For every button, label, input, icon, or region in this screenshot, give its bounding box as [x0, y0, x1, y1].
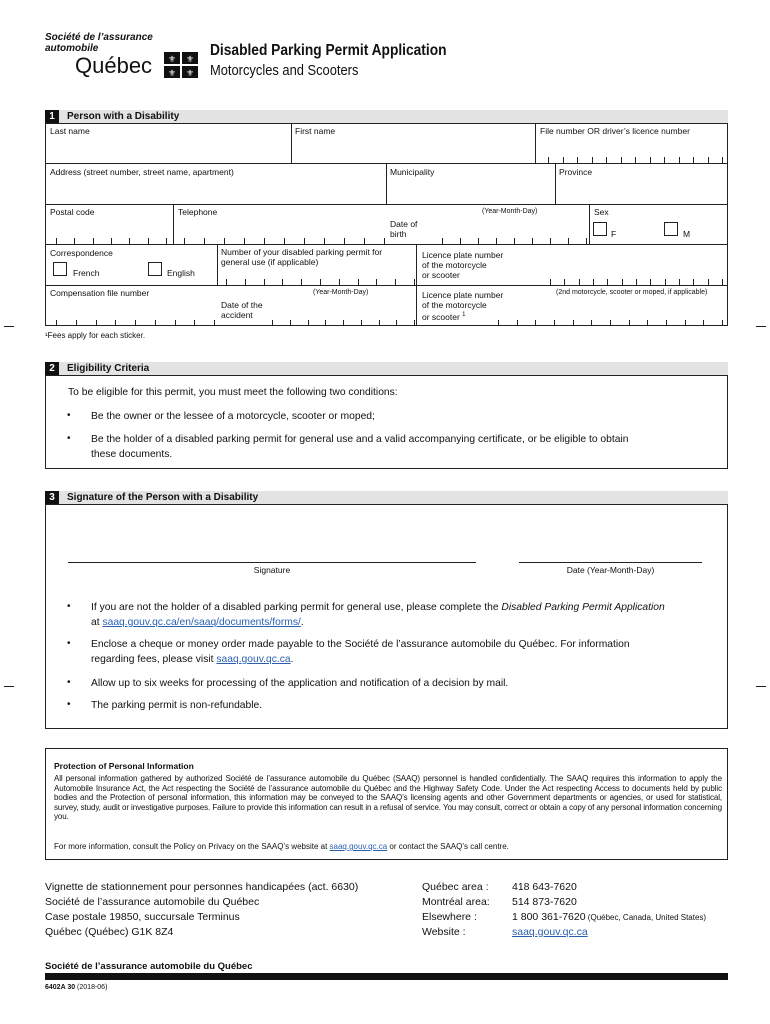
- dob-format-hint: (Year-Month-Day): [482, 208, 538, 215]
- svg-text:⚜: ⚜: [185, 55, 195, 65]
- svg-text:⚜: ⚜: [167, 55, 177, 65]
- compensation-field[interactable]: [45, 298, 217, 326]
- footnote-ref: 1: [462, 312, 466, 318]
- bullet-dot: •: [67, 601, 71, 612]
- tick-mark: [339, 279, 340, 285]
- crop-mark: [756, 326, 766, 327]
- instruction-4: The parking permit is non-refundable.: [91, 700, 263, 711]
- tick-mark: [554, 320, 555, 326]
- tick-mark: [679, 157, 680, 163]
- mailing-address: [45, 880, 358, 940]
- plate2-field[interactable]: [497, 298, 728, 326]
- sex-m-label: M: [683, 229, 691, 239]
- tick-mark: [535, 320, 536, 326]
- tick-mark: [693, 279, 694, 285]
- tick-mark: [379, 320, 380, 326]
- tick-mark: [722, 157, 723, 163]
- tick-mark: [685, 320, 686, 326]
- tick-mark: [629, 320, 630, 326]
- fees-link[interactable]: saaq.gouv.qc.ca: [216, 654, 291, 665]
- tick-mark: [703, 320, 704, 326]
- tick-mark: [135, 320, 136, 326]
- privacy-more-info: For more information, consult the Policy on Privacy on the SAAQ’s website at saaq.gouv.qc.ca or contact the SAAQ’s call centre.: [54, 842, 509, 851]
- website-label: Website :: [422, 926, 466, 938]
- crop-mark: [756, 686, 766, 687]
- tick-mark: [166, 238, 167, 244]
- tick-mark: [76, 320, 77, 326]
- svg-text:⚜: ⚜: [167, 69, 177, 78]
- address-field[interactable]: [45, 177, 386, 204]
- crop-mark: [4, 326, 14, 327]
- instruction-1-l1: If you are not the holder of a disabled parking permit for general use, please complete the Disabled Parking Permit Application: [91, 602, 665, 613]
- province-field[interactable]: [555, 177, 728, 204]
- address-label: Address (street number, street name, apartment): [50, 167, 234, 177]
- municipality-label: Municipality: [390, 167, 435, 177]
- correspondence-label: Correspondence: [50, 248, 113, 258]
- tick-mark: [129, 238, 130, 244]
- municipality-field[interactable]: [386, 177, 555, 204]
- tick-mark: [204, 238, 205, 244]
- compensation-label: Compensation file number: [50, 288, 150, 298]
- tick-mark: [264, 238, 265, 244]
- tick-mark: [665, 279, 666, 285]
- website-link[interactable]: saaq.gouv.qc.ca: [512, 926, 588, 938]
- elsewhere-label: Elsewhere :: [422, 911, 477, 923]
- address-line1: Vignette de stationnement pour personnes handicapées (act. 6630): [45, 881, 359, 893]
- tick-mark: [606, 157, 607, 163]
- sex-f-checkbox[interactable]: [593, 222, 607, 236]
- tick-mark: [344, 238, 345, 244]
- tick-mark: [384, 238, 385, 244]
- tick-mark: [635, 157, 636, 163]
- last-name-field[interactable]: [45, 136, 291, 163]
- plate1-label-l3: or scooter: [422, 270, 460, 280]
- instruction-1-l2: at saaq.gouv.qc.ca/en/saaq/documents/forms/.: [91, 617, 304, 628]
- tick-mark: [514, 238, 515, 244]
- tick-mark: [175, 320, 176, 326]
- first-name-field[interactable]: [291, 136, 535, 163]
- privacy-paragraph: All personal information gathered by authorized Société de l’assurance automobile du Québec (SAAQ) personnel is handled confidentially. The SAAQ requires this information to apply the Automobile Insurance Act, the Act respecting the Société de l’assurance automobile du Québec and the Highway Safety Code. Under the Act respecting Access to documents held by public bodies and the Protection of personal information, this information may be conveyed to the SAAQ’s licensing agents and other Government departments or agencies, or used for statistical, survey, study, audit or investigative purposes. Failure to provide this information can result in a refusal of service. You may consult, correct or obtain a copy of any personal information concerning you.: [54, 774, 722, 822]
- address-line2: Société de l’assurance automobile du Québec: [45, 896, 260, 908]
- tick-mark: [591, 320, 592, 326]
- address-line4: Québec (Québec) G1K 8Z4: [45, 926, 174, 938]
- tick-mark: [343, 320, 344, 326]
- elsewhere-phone: 1 800 361-7620: [512, 911, 586, 923]
- signature-date-field[interactable]: [519, 520, 702, 563]
- tick-mark: [636, 279, 637, 285]
- tick-mark: [586, 238, 587, 244]
- tick-mark: [532, 238, 533, 244]
- telephone-label: Telephone: [178, 207, 218, 217]
- tick-mark: [496, 238, 497, 244]
- plate2-label-l2: of the motorcycle: [422, 300, 487, 310]
- tick-mark: [320, 279, 321, 285]
- plate2-label-l3: or scooter $^1$: [422, 311, 466, 322]
- province-label: Province: [559, 167, 593, 177]
- tick-mark: [550, 279, 551, 285]
- postal-code-field[interactable]: [45, 217, 173, 244]
- tick-mark: [155, 320, 156, 326]
- tick-mark: [414, 279, 415, 285]
- privacy-title: Protection of Personal Information: [54, 761, 194, 771]
- tick-mark: [184, 238, 185, 244]
- signature-field[interactable]: [68, 520, 476, 563]
- quebec-area-label: Québec area :: [422, 881, 489, 893]
- elsewhere-note: (Québec, Canada, United States): [585, 913, 707, 922]
- sex-f-label: F: [611, 229, 617, 239]
- bullet-dot: •: [67, 433, 71, 444]
- plate1-field[interactable]: [548, 255, 728, 285]
- quebec-wordmark: Québec: [75, 53, 153, 78]
- tick-mark: [74, 238, 75, 244]
- tick-mark: [622, 279, 623, 285]
- section-title: Person with a Disability: [67, 111, 180, 122]
- section3-header: [45, 491, 728, 504]
- bullet-dot: •: [67, 410, 71, 421]
- bullet-dot: •: [67, 699, 71, 710]
- permit-number-field[interactable]: [217, 267, 416, 285]
- signature-date-label: Date (Year-Month-Day): [566, 565, 655, 575]
- date-of-birth-field[interactable]: [434, 217, 589, 244]
- svg-text:⚜: ⚜: [185, 69, 195, 78]
- tick-mark: [442, 238, 443, 244]
- plate1-label-l2: of the motorcycle: [422, 260, 487, 270]
- tick-mark: [498, 320, 499, 326]
- tick-mark: [214, 320, 215, 326]
- tick-mark: [361, 320, 362, 326]
- section-title: Signature of the Person with a Disability: [67, 492, 259, 503]
- bullet-dot: •: [67, 638, 71, 649]
- tick-mark: [358, 279, 359, 285]
- section2-header: [45, 362, 728, 375]
- org-name-line2: automobile: [45, 43, 99, 54]
- tick-mark: [568, 238, 569, 244]
- tick-mark: [224, 238, 225, 244]
- bullet-dot: •: [67, 677, 71, 688]
- tick-mark: [621, 157, 622, 163]
- section-number: 3: [45, 491, 59, 504]
- eligibility-intro: To be eligible for this permit, you must meet the following two conditions:: [68, 387, 398, 398]
- tick-mark: [245, 279, 246, 285]
- tick-mark: [607, 279, 608, 285]
- permit-number-label-l2: general use (if applicable): [221, 257, 319, 267]
- tick-mark: [272, 320, 273, 326]
- tick-mark: [693, 157, 694, 163]
- tick-mark: [376, 279, 377, 285]
- tick-mark: [577, 157, 578, 163]
- tick-mark: [414, 320, 415, 326]
- tick-mark: [396, 320, 397, 326]
- eligibility-bullet2-l1: Be the holder of a disabled parking permit for general use and a valid accompanying certificate, or be eligible to obtain: [91, 434, 629, 445]
- tick-mark: [308, 320, 309, 326]
- tick-mark: [564, 279, 565, 285]
- tick-mark: [550, 238, 551, 244]
- plate2-note: (2nd motorcycle, scooter or moped, if applicable): [556, 289, 708, 296]
- tick-mark: [579, 279, 580, 285]
- fees-footnote: ¹Fees apply for each sticker.: [45, 331, 146, 340]
- tick-mark: [282, 279, 283, 285]
- instruction-2-l2: regarding fees, please visit saaq.gouv.qc.ca.: [91, 654, 294, 665]
- plate1-label-l1: Licence plate number: [422, 250, 504, 260]
- tick-mark: [93, 238, 94, 244]
- accident-format-hint: (Year-Month-Day): [313, 289, 369, 296]
- footer-bar: [45, 973, 728, 980]
- form-code: 6402A 30 (2018-06): [45, 984, 108, 991]
- tick-mark: [290, 320, 291, 326]
- montreal-area-label: Montréal area:: [422, 896, 490, 908]
- tick-mark: [304, 238, 305, 244]
- tick-mark: [647, 320, 648, 326]
- tick-mark: [666, 320, 667, 326]
- tick-mark: [592, 157, 593, 163]
- tick-mark: [650, 157, 651, 163]
- org-name-line1: Société de l’assurance: [45, 32, 153, 43]
- tick-mark: [111, 238, 112, 244]
- accident-date-field[interactable]: [266, 298, 416, 326]
- address-line3: Case postale 19850, succursale Terminus: [45, 911, 240, 923]
- tick-mark: [264, 279, 265, 285]
- montreal-phone: 514 873-7620: [512, 896, 577, 908]
- french-checkbox[interactable]: [53, 262, 67, 276]
- accident-label-l1: Date of the: [221, 300, 263, 310]
- instruction-2-l1: Enclose a cheque or money order made payable to the Société de l’assurance automobile du Québec. For information: [91, 639, 630, 650]
- french-label: French: [73, 268, 100, 278]
- section-number: 2: [45, 362, 59, 375]
- section1-header: [45, 110, 728, 123]
- tick-mark: [664, 157, 665, 163]
- postal-code-label: Postal code: [50, 207, 95, 217]
- permit-number-label-l1: Number of your disabled parking permit for: [221, 247, 383, 257]
- tick-mark: [301, 279, 302, 285]
- file-number-field[interactable]: [535, 136, 728, 163]
- tick-mark: [96, 320, 97, 326]
- tick-mark: [679, 279, 680, 285]
- english-checkbox[interactable]: [148, 262, 162, 276]
- quebec-flag-logo: [164, 52, 198, 78]
- tick-mark: [722, 320, 723, 326]
- tick-mark: [563, 157, 564, 163]
- dob-label: Date of birth: [390, 219, 418, 239]
- sex-label: Sex: [594, 207, 609, 217]
- tick-mark: [548, 157, 549, 163]
- form-title: Disabled Parking Permit Application: [210, 42, 447, 59]
- file-number-label: File number OR driver’s licence number: [540, 126, 690, 136]
- tick-mark: [722, 279, 723, 285]
- tick-mark: [244, 238, 245, 244]
- first-name-label: First name: [295, 126, 336, 136]
- contact-values: [512, 880, 706, 940]
- quebec-phone: 418 643-7620: [512, 881, 577, 893]
- tick-mark: [395, 279, 396, 285]
- section-number: 1: [45, 110, 59, 123]
- tick-mark: [194, 320, 195, 326]
- instruction-3: Allow up to six weeks for processing of the application and notification of a decision by mail.: [91, 678, 509, 689]
- tick-mark: [115, 320, 116, 326]
- tick-mark: [650, 279, 651, 285]
- tick-mark: [610, 320, 611, 326]
- tick-mark: [284, 238, 285, 244]
- tick-mark: [226, 279, 227, 285]
- accident-label-l2: accident: [221, 310, 253, 320]
- tick-mark: [56, 320, 57, 326]
- contact-labels: [422, 880, 490, 940]
- english-label: English: [167, 268, 195, 278]
- tick-mark: [478, 238, 479, 244]
- tick-mark: [148, 238, 149, 244]
- tick-mark: [364, 238, 365, 244]
- footer-org: Société de l’assurance automobile du Québec: [45, 961, 253, 972]
- elsewhere-phone-line: [512, 910, 706, 925]
- tick-mark: [517, 320, 518, 326]
- plate2-label-l1: Licence plate number: [422, 290, 504, 300]
- crop-mark: [4, 686, 14, 687]
- form-subtitle: Motorcycles and Scooters: [210, 62, 359, 79]
- forms-link[interactable]: saaq.gouv.qc.ca/en/saaq/documents/forms/: [102, 617, 301, 628]
- privacy-link[interactable]: saaq.gouv.qc.ca: [329, 842, 388, 851]
- tick-mark: [708, 279, 709, 285]
- tick-mark: [56, 238, 57, 244]
- tick-mark: [325, 320, 326, 326]
- eligibility-bullet2-l2: these documents.: [91, 449, 173, 460]
- tick-mark: [593, 279, 594, 285]
- signature-label: Signature: [253, 565, 291, 575]
- section-title: Eligibility Criteria: [67, 363, 150, 374]
- tick-mark: [460, 238, 461, 244]
- tick-mark: [324, 238, 325, 244]
- sex-m-checkbox[interactable]: [664, 222, 678, 236]
- tick-mark: [708, 157, 709, 163]
- tick-mark: [573, 320, 574, 326]
- eligibility-bullet1: Be the owner or the lessee of a motorcycle, scooter or moped;: [91, 411, 375, 422]
- last-name-label: Last name: [50, 126, 90, 136]
